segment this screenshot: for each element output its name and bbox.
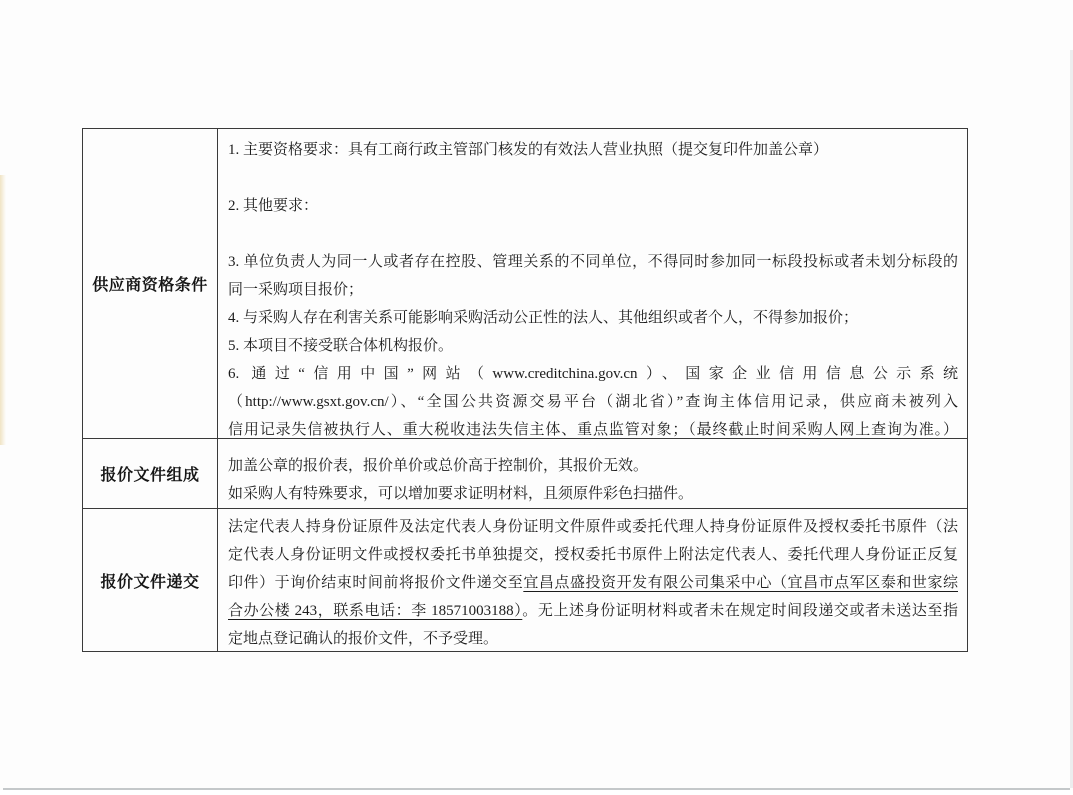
- text-segment: 同一采购项目报价；: [228, 282, 364, 298]
- table-row: [83, 438, 967, 508]
- text-line: [228, 360, 958, 388]
- text-line: [228, 276, 958, 304]
- row-label: 报价文件递交: [83, 509, 218, 651]
- text-line: [228, 332, 958, 360]
- scan-edge-tint-left: [0, 175, 6, 445]
- text-segment: 加盖公章的报价表，报价单价或总价高于控制价，其报价无效。: [228, 458, 649, 474]
- text-segment: 定地点登记确认的报价文件，不予受理。: [228, 631, 499, 647]
- table-row: [83, 508, 967, 651]
- text-line: [228, 513, 958, 541]
- row-label: 报价文件组成: [83, 439, 218, 508]
- document-table: [82, 128, 968, 652]
- text-line: [228, 452, 958, 480]
- text-segment: 印件）于询价结束时间前将报价文件递交至: [228, 575, 524, 591]
- text-segment: 5. 本项目不接受联合体机构报价。: [228, 338, 454, 354]
- row-content: [218, 129, 967, 438]
- text-segment: 。无上述身份证明材料或者未在规定时间段递交或者未送达至指: [522, 603, 958, 619]
- text-segment: 信用记录失信被执行人、重大税收违法失信主体、重点监管对象；（最终截止时间采购人网上查询为准。）: [228, 422, 958, 438]
- blank-line: [228, 220, 958, 248]
- underlined-text: 合办公楼 243，联系电话：李 18571003188）: [228, 603, 523, 619]
- blank-line: [228, 164, 958, 192]
- text-line: [228, 304, 958, 332]
- text-line: [228, 416, 958, 438]
- text-segment: 2. 其他要求：: [228, 198, 319, 214]
- row-label: 供应商资格条件: [83, 129, 218, 438]
- text-line: [228, 597, 958, 625]
- text-line: [228, 136, 958, 164]
- text-segment: 定代表人身份证明文件或授权委托书单独提交，授权委托书原件上附法定代表人、委托代理人身份证正反复: [228, 547, 958, 563]
- row-content: [218, 439, 967, 508]
- scan-margin-below: [0, 790, 1073, 795]
- text-segment: 4. 与采购人存在利害关系可能影响采购活动公正性的法人、其他组织或者个人，不得参加报价；: [228, 310, 859, 326]
- row-content: [218, 509, 967, 651]
- table-row: [83, 129, 967, 438]
- text-segment: 3. 单位负责人为同一人或者存在控股、管理关系的不同单位，不得同时参加同一标段投标或者未划分标段的: [228, 254, 958, 270]
- underlined-text: 宜昌点盛投资开发有限公司集采中心（宜昌市点军区泰和世家综: [523, 575, 958, 591]
- text-line: [228, 625, 958, 651]
- text-segment: 1. 主要资格要求：具有工商行政主管部门核发的有效法人营业执照（提交复印件加盖公章）: [228, 142, 829, 158]
- text-line: [228, 388, 958, 416]
- text-line: [228, 480, 958, 508]
- text-segment: （http://www.gsxt.gov.cn/）、“全国公共资源交易平台（湖北省）”查询主体信用记录，供应商未被列入: [228, 394, 958, 410]
- text-segment: 法定代表人持身份证原件及法定代表人身份证明文件原件或委托代理人持身份证原件及授权委托书原件（法: [228, 519, 958, 535]
- text-segment: 如采购人有特殊要求，可以增加要求证明材料，且须原件彩色扫描件。: [228, 486, 694, 502]
- text-line: [228, 541, 958, 569]
- text-line: [228, 569, 958, 597]
- text-line: [228, 248, 958, 276]
- text-line: [228, 192, 958, 220]
- text-segment: 6. 通过“信用中国”网站（www.creditchina.gov.cn）、国家企业信用信息公示系统: [228, 366, 958, 382]
